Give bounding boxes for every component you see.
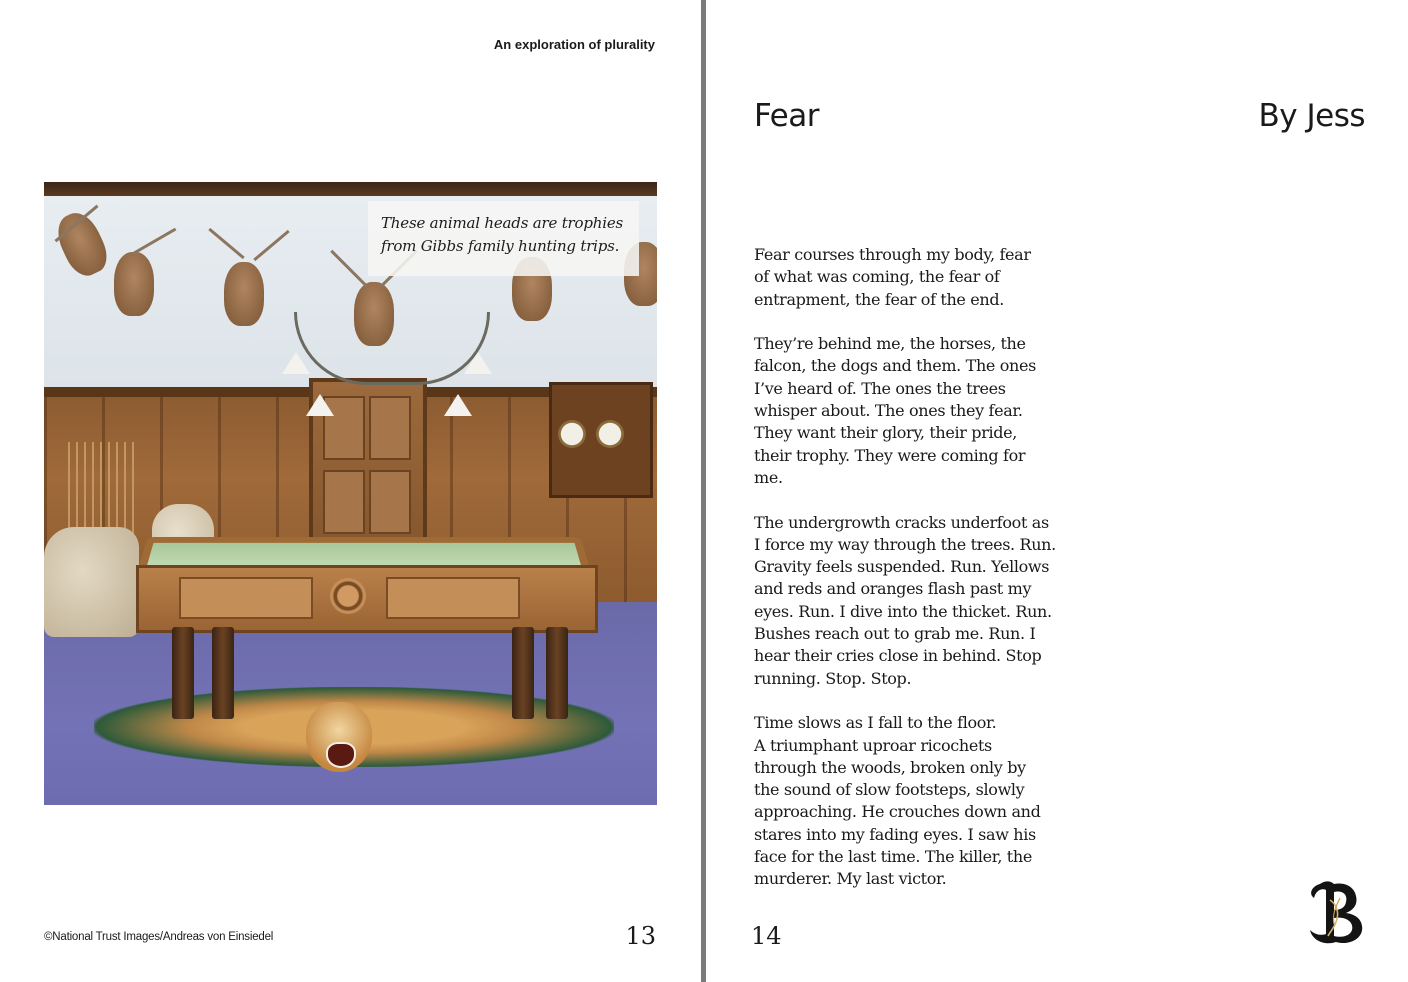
running-head: An exploration of plurality: [493, 37, 655, 52]
poem-line: of what was coming, the fear of: [754, 267, 1000, 287]
poem-line: murderer. My last victor.: [754, 869, 947, 889]
poem-line: hear their cries close in behind. Stop: [754, 646, 1042, 666]
photo-cornice: [44, 182, 657, 196]
lamp-shade: [306, 394, 334, 416]
photo-credit: ©National Trust Images/Andreas von Einsiedel: [44, 931, 274, 943]
poem-line: They want their glory, their pride,: [754, 423, 1018, 443]
lamp-shade: [444, 394, 472, 416]
poem-line: Gravity feels suspended. Run. Yellows: [754, 557, 1050, 577]
poem-line: through the woods, broken only by: [754, 757, 1026, 777]
poem-line: The undergrowth cracks underfoot as: [754, 512, 1049, 532]
right-page: [706, 0, 1408, 982]
lamp-shade: [464, 352, 492, 374]
trophy-head: [224, 262, 264, 326]
stanza: [754, 333, 1094, 489]
poem-line: Fear courses through my body, fear: [754, 245, 1031, 264]
poem-line: whisper about. The ones they fear.: [754, 401, 1023, 421]
poem-line: the sound of slow footsteps, slowly: [754, 780, 1025, 800]
table-leg: [512, 627, 534, 719]
photo-caption: [368, 201, 639, 276]
poem-line: I’ve heard of. The ones the trees: [754, 378, 1006, 398]
stanza: [754, 512, 1094, 690]
table-relief: [386, 577, 520, 619]
caption-line: These animal heads are trophies: [381, 214, 623, 232]
left-page: [0, 0, 702, 982]
blackletter-b-monogram-icon: [1306, 876, 1366, 948]
poem-title: Fear: [754, 98, 819, 134]
poem-line: A triumphant uproar ricochets: [754, 735, 992, 755]
trophy-head: [114, 252, 154, 316]
score-dial: [558, 420, 586, 448]
table-leg: [172, 627, 194, 719]
page-number-right: 14: [751, 922, 782, 950]
score-dial: [596, 420, 624, 448]
poem-author: By Jess: [1258, 98, 1365, 134]
poem-line: and reds and oranges flash past my: [754, 579, 1032, 599]
poem-line: face for the last time. The killer, the: [754, 847, 1032, 867]
table-leg: [546, 627, 568, 719]
poem-line: They’re behind me, the horses, the: [754, 334, 1026, 354]
poem-line: me.: [754, 467, 783, 487]
caption-line: from Gibbs family hunting trips.: [381, 237, 620, 255]
table-medallion: [330, 578, 366, 614]
poem-line: Time slows as I fall to the floor.: [754, 713, 997, 733]
poem-line: Bushes reach out to grab me. Run. I: [754, 624, 1036, 644]
stanza: [754, 244, 1094, 311]
poem-line: entrapment, the fear of the end.: [754, 289, 1004, 309]
poem-line: running. Stop. Stop.: [754, 668, 912, 688]
poem-line: I force my way through the trees. Run.: [754, 534, 1056, 554]
tiger-mouth: [326, 742, 356, 768]
poem-body: [754, 244, 1094, 913]
lamp-shade: [282, 352, 310, 374]
page-number-left: 13: [625, 922, 656, 950]
billiard-room-photo: [44, 182, 657, 805]
stanza: [754, 712, 1094, 890]
poem-line: their trophy. They were coming for: [754, 445, 1026, 465]
poem-line: eyes. Run. I dive into the thicket. Run.: [754, 601, 1052, 621]
table-leg: [212, 627, 234, 719]
table-relief: [179, 577, 313, 619]
poem-line: stares into my fading eyes. I saw his: [754, 824, 1036, 844]
poem-line: falcon, the dogs and them. The ones: [754, 356, 1036, 376]
armchair: [44, 527, 139, 637]
poem-line: approaching. He crouches down and: [754, 802, 1041, 822]
